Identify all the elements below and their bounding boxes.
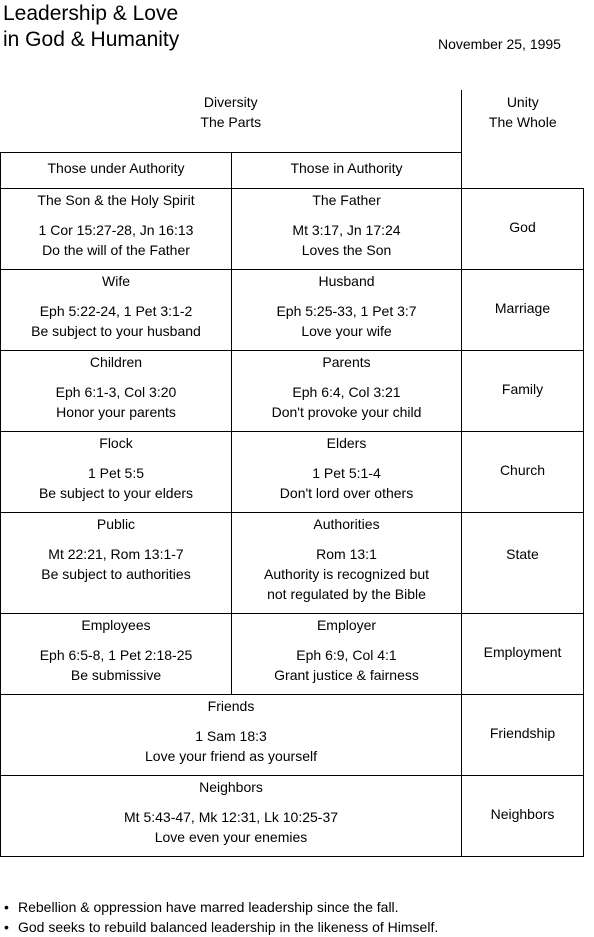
instruction: Loves the Son bbox=[301, 241, 392, 258]
whole-cell: God bbox=[462, 188, 584, 269]
reference: 1 Pet 5:5 bbox=[87, 464, 145, 481]
instruction: Love even your enemies bbox=[154, 828, 308, 845]
role: Parents bbox=[322, 353, 371, 370]
table-row bbox=[1, 775, 584, 856]
instruction: Be subject to your husband bbox=[31, 322, 201, 339]
reference: Rom 13:1 bbox=[316, 545, 377, 562]
whole-cell: Church bbox=[462, 431, 584, 512]
parts-label: The Parts bbox=[200, 114, 262, 130]
reference: Eph 6:4, Col 3:21 bbox=[292, 383, 401, 400]
role: Children bbox=[89, 353, 143, 370]
whole-cell: Marriage bbox=[462, 269, 584, 350]
reference: Mt 3:17, Jn 17:24 bbox=[292, 221, 401, 238]
in-cell bbox=[232, 350, 462, 431]
reference: Eph 6:1-3, Col 3:20 bbox=[55, 383, 177, 400]
reference: Eph 5:22-24, 1 Pet 3:1-2 bbox=[39, 302, 193, 319]
title-line-1: Leadership & Love bbox=[3, 2, 179, 25]
role: Authorities bbox=[313, 515, 380, 532]
instruction: Grant justice & fairness bbox=[274, 666, 419, 683]
reference: Eph 5:25-33, 1 Pet 3:7 bbox=[276, 302, 417, 319]
shared-cell bbox=[1, 694, 462, 775]
table-row bbox=[1, 512, 584, 613]
whole-cell: Family bbox=[462, 350, 584, 431]
under-cell bbox=[1, 269, 232, 350]
role: Husband bbox=[318, 272, 375, 289]
under-cell bbox=[1, 350, 232, 431]
header-row bbox=[1, 90, 584, 152]
instruction: Honor your parents bbox=[56, 403, 176, 420]
shared-cell bbox=[1, 775, 462, 856]
table-row bbox=[1, 694, 584, 775]
table-row bbox=[1, 188, 584, 269]
role: The Son & the Holy Spirit bbox=[37, 191, 195, 208]
reference: 1 Sam 18:3 bbox=[195, 727, 267, 744]
under-cell bbox=[1, 431, 232, 512]
in-cell bbox=[232, 613, 462, 694]
role: Neighbors bbox=[199, 778, 263, 795]
under-cell bbox=[1, 188, 232, 269]
whole-cell: Friendship bbox=[462, 694, 584, 775]
unity-label: Unity bbox=[506, 94, 539, 110]
role: The Father bbox=[312, 191, 381, 208]
whole-cell: Employment bbox=[462, 613, 584, 694]
table-row bbox=[1, 350, 584, 431]
in-cell bbox=[232, 188, 462, 269]
table-row bbox=[1, 269, 584, 350]
document-date: November 25, 1995 bbox=[438, 36, 561, 52]
document-title bbox=[3, 1, 179, 53]
in-authority-header: Those in Authority bbox=[232, 152, 462, 188]
notes-list bbox=[4, 897, 438, 937]
role: Employer bbox=[316, 616, 377, 633]
instruction: Love your friend as yourself bbox=[145, 747, 317, 764]
reference: 1 Cor 15:27-28, Jn 16:13 bbox=[38, 221, 194, 238]
under-cell bbox=[1, 613, 232, 694]
instruction-continued: not regulated by the Bible bbox=[267, 585, 426, 602]
under-authority-header: Those under Authority bbox=[1, 152, 232, 188]
role: Flock bbox=[99, 434, 133, 451]
table-row bbox=[1, 613, 584, 694]
in-cell bbox=[232, 269, 462, 350]
under-cell bbox=[1, 512, 232, 613]
in-cell bbox=[232, 512, 462, 613]
diversity-label: Diversity bbox=[203, 94, 258, 110]
title-line-2: in God & Humanity bbox=[3, 28, 180, 51]
reference: Eph 6:5-8, 1 Pet 2:18-25 bbox=[39, 646, 193, 663]
instruction: Be subject to your elders bbox=[38, 484, 194, 501]
instruction: Don't provoke your child bbox=[271, 403, 422, 420]
role: Employees bbox=[81, 616, 151, 633]
reference: Eph 6:9, Col 4:1 bbox=[296, 646, 397, 663]
role: Wife bbox=[102, 272, 130, 289]
note-item: • God seeks to rebuild balanced leadership in the likeness of Himself. bbox=[4, 917, 438, 937]
reference: Mt 22:21, Rom 13:1-7 bbox=[48, 545, 184, 562]
instruction: Love your wife bbox=[301, 322, 392, 339]
reference: Mt 5:43-47, Mk 12:31, Lk 10:25-37 bbox=[124, 808, 339, 825]
reference: 1 Pet 5:1-4 bbox=[312, 464, 381, 481]
instruction: Be subject to authorities bbox=[41, 565, 191, 582]
in-cell bbox=[232, 431, 462, 512]
note-item: • Rebellion & oppression have marred leadership since the fall. bbox=[4, 897, 438, 917]
instruction: Don't lord over others bbox=[279, 484, 414, 501]
role: Friends bbox=[207, 697, 255, 714]
whole-cell: Neighbors bbox=[462, 775, 584, 856]
instruction: Be submissive bbox=[70, 666, 162, 683]
table-row bbox=[1, 431, 584, 512]
role: Public bbox=[96, 515, 136, 532]
whole-cell: State bbox=[462, 512, 584, 613]
instruction: Do the will of the Father bbox=[42, 241, 190, 258]
unity-header bbox=[462, 90, 584, 188]
role: Elders bbox=[326, 434, 367, 451]
leadership-table bbox=[0, 90, 584, 857]
instruction: Authority is recognized but bbox=[264, 565, 429, 582]
whole-label: The Whole bbox=[488, 114, 557, 130]
diversity-header bbox=[1, 90, 462, 152]
